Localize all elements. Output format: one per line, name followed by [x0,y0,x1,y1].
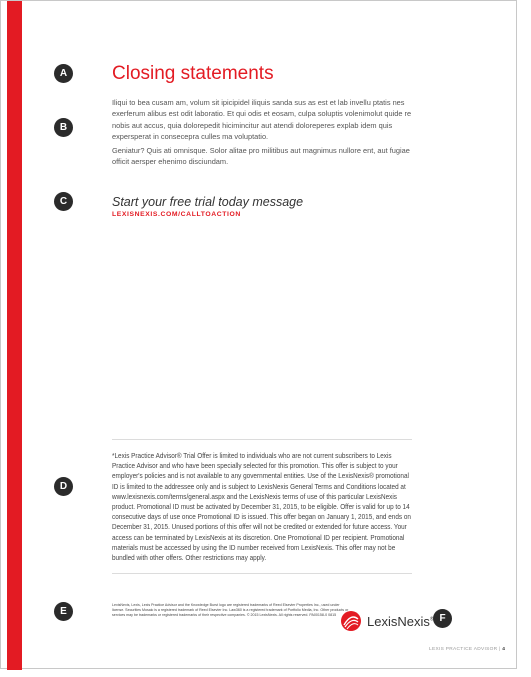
logo-text: LexisNexis [367,613,430,629]
body-paragraph-1: Iliqui to bea cusam am, volum sit ipicipidel iliquis sanda sus as est et lab invellu ptatis nes exerferum alibus est odit laboratio. Et qui odis et eosam, culpa soluptis volenimolut quide re nobis aut accus, quia dolorepedit hicimincitur aut atendi doloreperes explab idem quis expersperat in consecepra culles ma voluptatio. [112,98,412,141]
red-accent-bar [7,1,22,670]
marker-a: A [54,64,73,83]
logo-wordmark [367,614,434,629]
cta-message: Start your free trial today message [112,195,304,209]
trial-disclaimer: *Lexis Practice Advisor® Trial Offer is limited to individuals who are not current subscribers to Lexis Practice Advisor and who have been specially selected for this promotion. This offer is subject to your employer's policies and is not available to any governmental entities. Use of the LexisNexis® promotional ID is limited to the addressee only and is subject to LexisNexis General Terms and Conditions located at www.lexisnexis.com/terms/general.aspx and the LexisNexis terms of use of this particular LexisNexis product. Promotional ID must be activated by December 31, 2015, to be eligible. Offer is valid for up to 14 consecutive days of use once Promotional ID is issued. This offer began on January 1, 2015, and ends on December 31, 2015. Unused portions of this offer will not be credited or extended for future access. Your access can be terminated by LexisNexis at its discretion. One Promotional ID per recipient. Promotional materials must be accessed by using the ID number received from LexisNexis. This offer may not be bundled with other offers. Other restrictions may apply. [112,452,411,563]
marker-d: D [54,477,73,496]
marker-c: C [54,192,73,211]
lexisnexis-logo [340,610,434,632]
section-heading: Closing statements [112,63,274,84]
marker-b: B [54,118,73,137]
page-number: 4 [502,647,506,652]
marker-e: E [54,602,73,621]
legal-notice: LexisNexis, Lexis, Lexis Practice Advisor and the Knowledge Burst logo are registered trademarks of Reed Elsevier Properties Inc., used under license. Securities Mosaic is a registered trademark of Reed Elsevier Inc. Law360 is a registered trademark of Portfolio Media, Inc. Other products or services may be trademarks or registered trademarks of their respective companies. © 2015 LexisNexis. All rights reserved. PA00158-0 0815 [112,603,349,618]
cta-link[interactable]: LEXISNEXIS.COM/CALLTOACTION [112,211,241,218]
page-footer [429,647,505,652]
marker-f: F [433,609,452,628]
logo-registered-mark: ® [429,616,434,623]
lexisnexis-logo-icon [340,610,362,632]
divider-bottom [112,573,412,574]
body-paragraph-2: Geniatur? Quis ati omnisque. Solor alitae pro militibus aut magnimus nullore ent, aut fugiae officit aersper ehenimo disciundam. [112,146,410,167]
footer-separator: | [499,647,501,652]
divider-top [112,439,412,440]
footer-label: LEXIS PRACTICE ADVISOR [429,647,498,652]
